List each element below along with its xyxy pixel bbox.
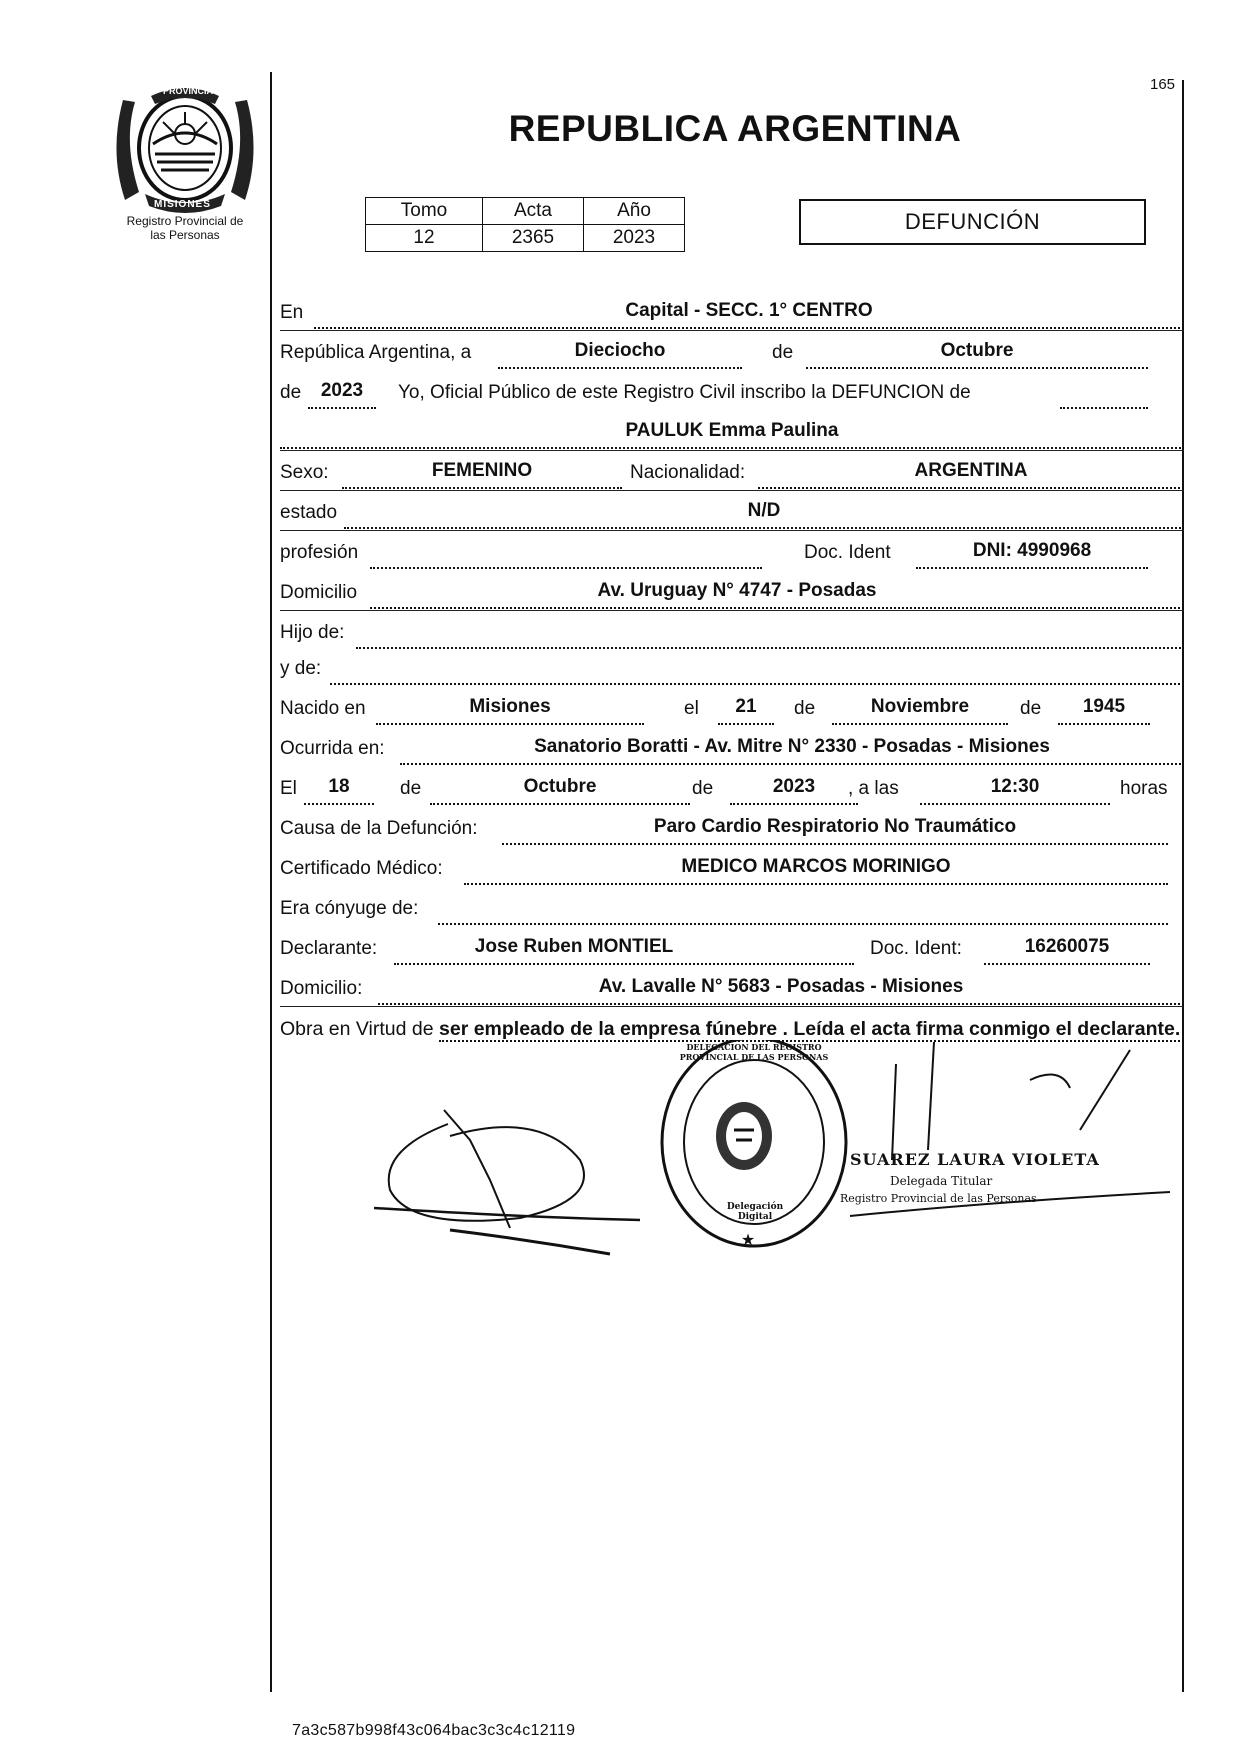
label-declarante: Declarante: <box>280 938 378 959</box>
row-el-fecha <box>280 768 1184 806</box>
value-dia: Dieciocho <box>574 340 666 361</box>
label-el: El <box>280 778 297 799</box>
row-declarante <box>280 928 1184 966</box>
dots <box>304 803 374 805</box>
dots <box>832 723 1008 725</box>
record-type-box: DEFUNCIÓN <box>799 199 1146 245</box>
signature-area <box>340 1040 1200 1280</box>
label-de: de <box>692 778 714 799</box>
dots <box>308 407 376 409</box>
dots <box>718 723 774 725</box>
value-en: Capital - SECC. 1° CENTRO <box>625 300 873 321</box>
row-certificado <box>280 848 1184 886</box>
label-de-anio: de <box>280 382 302 403</box>
dots <box>430 803 690 805</box>
value-anio-defuncion: 2023 <box>772 776 816 797</box>
obra-prefix: Obra en Virtud de <box>280 1018 434 1040</box>
value-domicilio-declarante: Av. Lavalle N° 5683 - Posadas - Misiones <box>598 976 964 997</box>
dots <box>370 607 1184 609</box>
row-y-de <box>280 648 1184 686</box>
label-hijo-de: Hijo de: <box>280 622 345 643</box>
value-causa: Paro Cardio Respiratorio No Traumático <box>653 816 1017 837</box>
row-ocurrida <box>280 728 1184 766</box>
value-estado: N/D <box>747 500 781 521</box>
dots <box>464 883 1168 885</box>
value-dia-nacimiento: 21 <box>735 696 757 717</box>
dots <box>376 723 644 725</box>
row-fecha <box>280 332 1184 370</box>
row-nombre <box>280 412 1184 451</box>
label-y-de: y de: <box>280 658 322 679</box>
label-el: el <box>684 698 699 719</box>
label-doc-ident: Doc. Ident <box>804 542 891 563</box>
label-a-las: , a las <box>848 778 899 799</box>
label-nacido-en: Nacido en <box>280 698 366 719</box>
dots <box>730 803 858 805</box>
dots <box>758 487 1184 489</box>
stamp-inner-text: Delegación Digital <box>726 1202 784 1222</box>
row-sexo <box>280 452 1184 491</box>
label-domicilio: Domicilio <box>280 582 358 603</box>
value-anio: 2023 <box>584 225 685 252</box>
row-causa <box>280 808 1184 846</box>
dots <box>378 1003 1184 1005</box>
label-de: de <box>400 778 422 799</box>
signatory-role: Delegada Titular <box>890 1174 993 1188</box>
row-conyuge <box>280 888 1184 926</box>
value-nacionalidad: ARGENTINA <box>914 460 1028 481</box>
header-tomo: Tomo <box>366 198 483 225</box>
dots <box>1058 723 1150 725</box>
label-de: de <box>794 698 816 719</box>
dots <box>280 447 1184 449</box>
value-nombre-fallecido: PAULUK Emma Paulina <box>625 420 839 441</box>
value-lugar-defuncion: Sanatorio Boratti - Av. Mitre N° 2330 - Posadas - Misiones <box>534 736 1050 757</box>
value-mes: Octubre <box>940 340 1014 361</box>
value-mes-nacimiento: Noviembre <box>870 696 970 717</box>
value-certificado: MEDICO MARCOS MORINIGO <box>681 856 951 877</box>
dots <box>916 567 1148 569</box>
dots <box>314 327 1184 329</box>
label-horas: horas <box>1120 778 1168 799</box>
value-domicilio: Av. Uruguay N° 4747 - Posadas <box>597 580 877 601</box>
dots <box>806 367 1148 369</box>
record-table <box>365 197 685 252</box>
dots <box>920 803 1110 805</box>
dots <box>370 567 762 569</box>
label-doc-ident-declarante: Doc. Ident: <box>870 938 962 959</box>
value-doc-declarante: 16260075 <box>1024 936 1110 957</box>
dots <box>330 683 1184 685</box>
label-en: En <box>280 302 304 323</box>
label-domicilio-declarante: Domicilio: <box>280 978 363 999</box>
dots <box>394 963 854 965</box>
value-mes-defuncion: Octubre <box>523 776 597 797</box>
label-profesion: profesión <box>280 542 359 563</box>
row-domicilio-declarante <box>280 968 1184 1007</box>
value-lugar-nacimiento: Misiones <box>469 696 551 717</box>
header-anio: Año <box>584 198 685 225</box>
row-estado <box>280 492 1184 531</box>
row-hijo-de <box>280 612 1184 650</box>
page-number: 165 <box>1150 76 1176 93</box>
signatory-name: SUAREZ LAURA VIOLETA <box>850 1150 1100 1169</box>
label-causa: Causa de la Defunción: <box>280 818 478 839</box>
label-conyuge: Era cónyuge de: <box>280 898 419 919</box>
row-anio <box>280 372 1184 410</box>
dots <box>498 367 742 369</box>
obra-text: ser empleado de la empresa fúnebre . Leída el acta firma conmigo el declarante. <box>439 1018 1181 1040</box>
stamp-ring-text: DELEGACION DEL REGISTRO PROVINCIAL DE LAS PERSONAS <box>679 1042 829 1062</box>
page-title: REPUBLICA ARGENTINA <box>508 108 962 149</box>
value-anio-inscripcion: 2023 <box>320 380 364 401</box>
registry-label-line1: Registro Provincial de <box>126 214 244 228</box>
label-de: de <box>1020 698 1042 719</box>
record-table-value-row <box>366 225 685 252</box>
value-dni: DNI: 4990968 <box>972 540 1092 561</box>
dots <box>438 923 1168 925</box>
label-de: de <box>772 342 794 363</box>
dots <box>984 963 1150 965</box>
label-certificado: Certificado Médico: <box>280 858 443 879</box>
value-declarante: Jose Ruben MONTIEL <box>474 936 674 957</box>
value-anio-nacimiento: 1945 <box>1082 696 1126 717</box>
left-margin-rule <box>270 72 272 1692</box>
value-acta: 2365 <box>483 225 584 252</box>
registry-label-line2: las Personas <box>150 228 220 242</box>
document-hash: 7a3c587b998f43c064bac3c3c4c12119 <box>292 1722 576 1739</box>
dots <box>342 487 622 489</box>
row-profesion <box>280 532 1184 570</box>
seal-top-text: PROVINCIA DE <box>163 86 228 96</box>
dots <box>502 843 1168 845</box>
label-nacionalidad: Nacionalidad: <box>630 462 746 483</box>
signatory-office: Registro Provincial de las Personas <box>840 1192 1037 1205</box>
value-dia-defuncion: 18 <box>328 776 350 797</box>
record-table-header-row <box>366 198 685 225</box>
label-republica: República Argentina, a <box>280 342 472 363</box>
header-acta: Acta <box>483 198 584 225</box>
dots <box>1060 407 1148 409</box>
value-sexo: FEMENINO <box>431 460 533 481</box>
svg-text:★: ★ <box>740 1232 756 1249</box>
label-sexo: Sexo: <box>280 462 329 483</box>
label-ocurrida: Ocurrida en: <box>280 738 385 759</box>
row-domicilio <box>280 572 1184 611</box>
value-hora: 12:30 <box>990 776 1040 797</box>
row-en <box>280 292 1184 331</box>
dots <box>344 527 1184 529</box>
value-tomo: 12 <box>366 225 483 252</box>
row-nacido <box>280 688 1184 726</box>
obra-en-virtud <box>280 1016 1184 1042</box>
dots <box>400 763 1184 765</box>
registry-label <box>100 214 270 242</box>
inscripcion-text: Yo, Oficial Público de este Registro Civil inscribo la DEFUNCION de <box>398 382 971 403</box>
seal-bottom-text: MISIONES <box>154 199 211 210</box>
label-estado: estado <box>280 502 338 523</box>
